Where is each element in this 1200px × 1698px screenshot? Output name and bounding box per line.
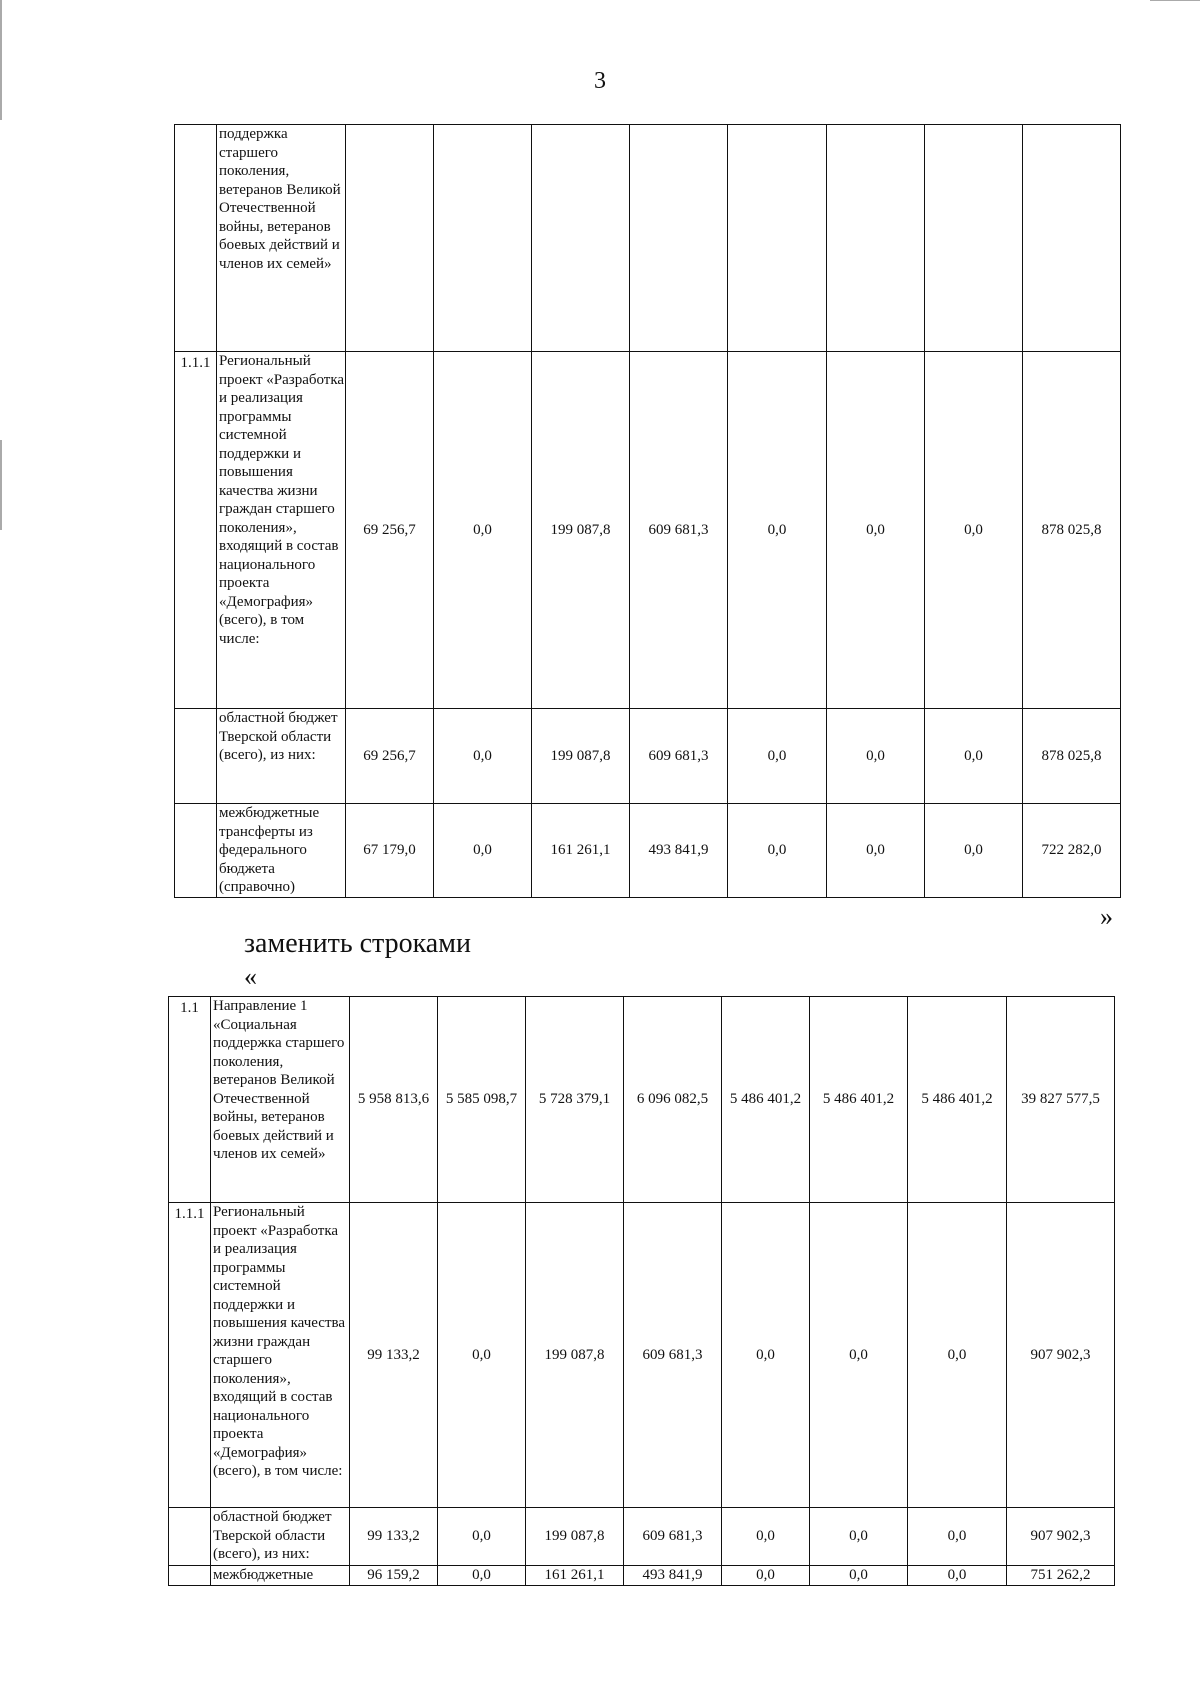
value-cell: 878 025,8 — [1023, 709, 1121, 804]
budget-table-old — [174, 124, 1121, 898]
row-number-cell — [175, 804, 217, 898]
value-cell: 0,0 — [438, 1508, 526, 1566]
value-cell: 0,0 — [722, 1508, 810, 1566]
value-cell: 69 256,7 — [346, 709, 434, 804]
value-cell: 0,0 — [728, 804, 827, 898]
value-cell — [346, 125, 434, 352]
scan-edge-mark — [1150, 0, 1200, 1]
value-cell: 609 681,3 — [630, 352, 728, 709]
value-cell: 5 486 401,2 — [810, 997, 908, 1203]
value-cell: 0,0 — [810, 1508, 908, 1566]
value-cell: 5 958 813,6 — [350, 997, 438, 1203]
value-cell: 5 486 401,2 — [722, 997, 810, 1203]
value-cell: 0,0 — [434, 804, 532, 898]
value-cell: 493 841,9 — [630, 804, 728, 898]
value-cell: 0,0 — [925, 352, 1023, 709]
value-cell: 69 256,7 — [346, 352, 434, 709]
value-cell: 0,0 — [925, 804, 1023, 898]
value-cell: 0,0 — [827, 804, 925, 898]
replace-instruction: заменить строками — [244, 928, 471, 959]
table-row — [169, 1508, 1115, 1566]
page-number: 3 — [594, 68, 606, 94]
row-number-cell — [169, 1508, 211, 1566]
value-cell: 0,0 — [827, 709, 925, 804]
table-row — [169, 997, 1115, 1203]
value-cell: 0,0 — [908, 1203, 1007, 1508]
value-cell — [532, 125, 630, 352]
value-cell: 0,0 — [438, 1203, 526, 1508]
row-name-cell: межбюджетные трансферты из федерального бюджета (справочно) — [217, 804, 346, 898]
value-cell — [434, 125, 532, 352]
value-cell: 0,0 — [722, 1203, 810, 1508]
table-row — [175, 125, 1121, 352]
value-cell: 907 902,3 — [1007, 1508, 1115, 1566]
value-cell: 493 841,9 — [624, 1566, 722, 1586]
value-cell: 0,0 — [438, 1566, 526, 1586]
value-cell: 0,0 — [434, 709, 532, 804]
budget-table-new — [168, 996, 1115, 1586]
row-name-cell: Направление 1 «Социальная поддержка старшего поколения, ветеранов Великой Отечественной войны, ветеранов боевых действий и членов их семей» — [211, 997, 350, 1203]
value-cell — [728, 125, 827, 352]
row-name-cell: областной бюджет Тверской области (всего), из них: — [211, 1508, 350, 1566]
table-row — [169, 1566, 1115, 1586]
value-cell: 609 681,3 — [624, 1203, 722, 1508]
value-cell: 67 179,0 — [346, 804, 434, 898]
row-number-cell: 1.1.1 — [175, 352, 217, 709]
value-cell: 199 087,8 — [532, 709, 630, 804]
value-cell: 161 261,1 — [532, 804, 630, 898]
value-cell: 5 486 401,2 — [908, 997, 1007, 1203]
value-cell: 0,0 — [827, 352, 925, 709]
value-cell: 99 133,2 — [350, 1508, 438, 1566]
value-cell: 161 261,1 — [526, 1566, 624, 1586]
value-cell: 0,0 — [908, 1566, 1007, 1586]
table-old-body — [175, 125, 1121, 898]
scan-edge-mark — [0, 440, 2, 530]
row-number-cell — [175, 125, 217, 352]
value-cell — [827, 125, 925, 352]
opening-quote: « — [244, 962, 257, 991]
value-cell: 0,0 — [810, 1203, 908, 1508]
value-cell: 0,0 — [728, 709, 827, 804]
value-cell: 609 681,3 — [630, 709, 728, 804]
table-row — [175, 352, 1121, 709]
value-cell: 0,0 — [722, 1566, 810, 1586]
value-cell — [925, 125, 1023, 352]
value-cell: 0,0 — [810, 1566, 908, 1586]
value-cell — [630, 125, 728, 352]
value-cell: 878 025,8 — [1023, 352, 1121, 709]
value-cell: 39 827 577,5 — [1007, 997, 1115, 1203]
value-cell: 96 159,2 — [350, 1566, 438, 1586]
value-cell: 5 728 379,1 — [526, 997, 624, 1203]
value-cell — [1023, 125, 1121, 352]
value-cell: 609 681,3 — [624, 1508, 722, 1566]
row-name-cell: межбюджетные — [211, 1566, 350, 1586]
value-cell: 0,0 — [925, 709, 1023, 804]
value-cell: 0,0 — [434, 352, 532, 709]
value-cell: 751 262,2 — [1007, 1566, 1115, 1586]
value-cell: 722 282,0 — [1023, 804, 1121, 898]
row-number-cell: 1.1.1 — [169, 1203, 211, 1508]
row-name-cell: Региональный проект «Разработка и реализация программы системной поддержки и повышения качества жизни граждан старшего поколения», входящий в состав национального проекта «Демография» (всего), в том числе: — [211, 1203, 350, 1508]
closing-quote: » — [1100, 902, 1113, 931]
row-name-cell: поддержка старшего поколения, ветеранов Великой Отечественной войны, ветеранов боевых действий и членов их семей» — [217, 125, 346, 352]
row-number-cell: 1.1 — [169, 997, 211, 1203]
value-cell: 5 585 098,7 — [438, 997, 526, 1203]
row-name-cell: Региональный проект «Разработка и реализация программы системной поддержки и повышения качества жизни граждан старшего поколения», входящий в состав национального проекта «Демография» (всего), в том числе: — [217, 352, 346, 709]
table-row — [175, 709, 1121, 804]
table-new-body — [169, 997, 1115, 1586]
row-number-cell — [169, 1566, 211, 1586]
scan-edge-mark — [0, 0, 2, 120]
table-row — [169, 1203, 1115, 1508]
value-cell: 199 087,8 — [532, 352, 630, 709]
value-cell: 907 902,3 — [1007, 1203, 1115, 1508]
value-cell: 99 133,2 — [350, 1203, 438, 1508]
value-cell: 0,0 — [728, 352, 827, 709]
value-cell: 6 096 082,5 — [624, 997, 722, 1203]
value-cell: 199 087,8 — [526, 1203, 624, 1508]
value-cell: 199 087,8 — [526, 1508, 624, 1566]
row-name-cell: областной бюджет Тверской области (всего), из них: — [217, 709, 346, 804]
row-number-cell — [175, 709, 217, 804]
table-row — [175, 804, 1121, 898]
value-cell: 0,0 — [908, 1508, 1007, 1566]
